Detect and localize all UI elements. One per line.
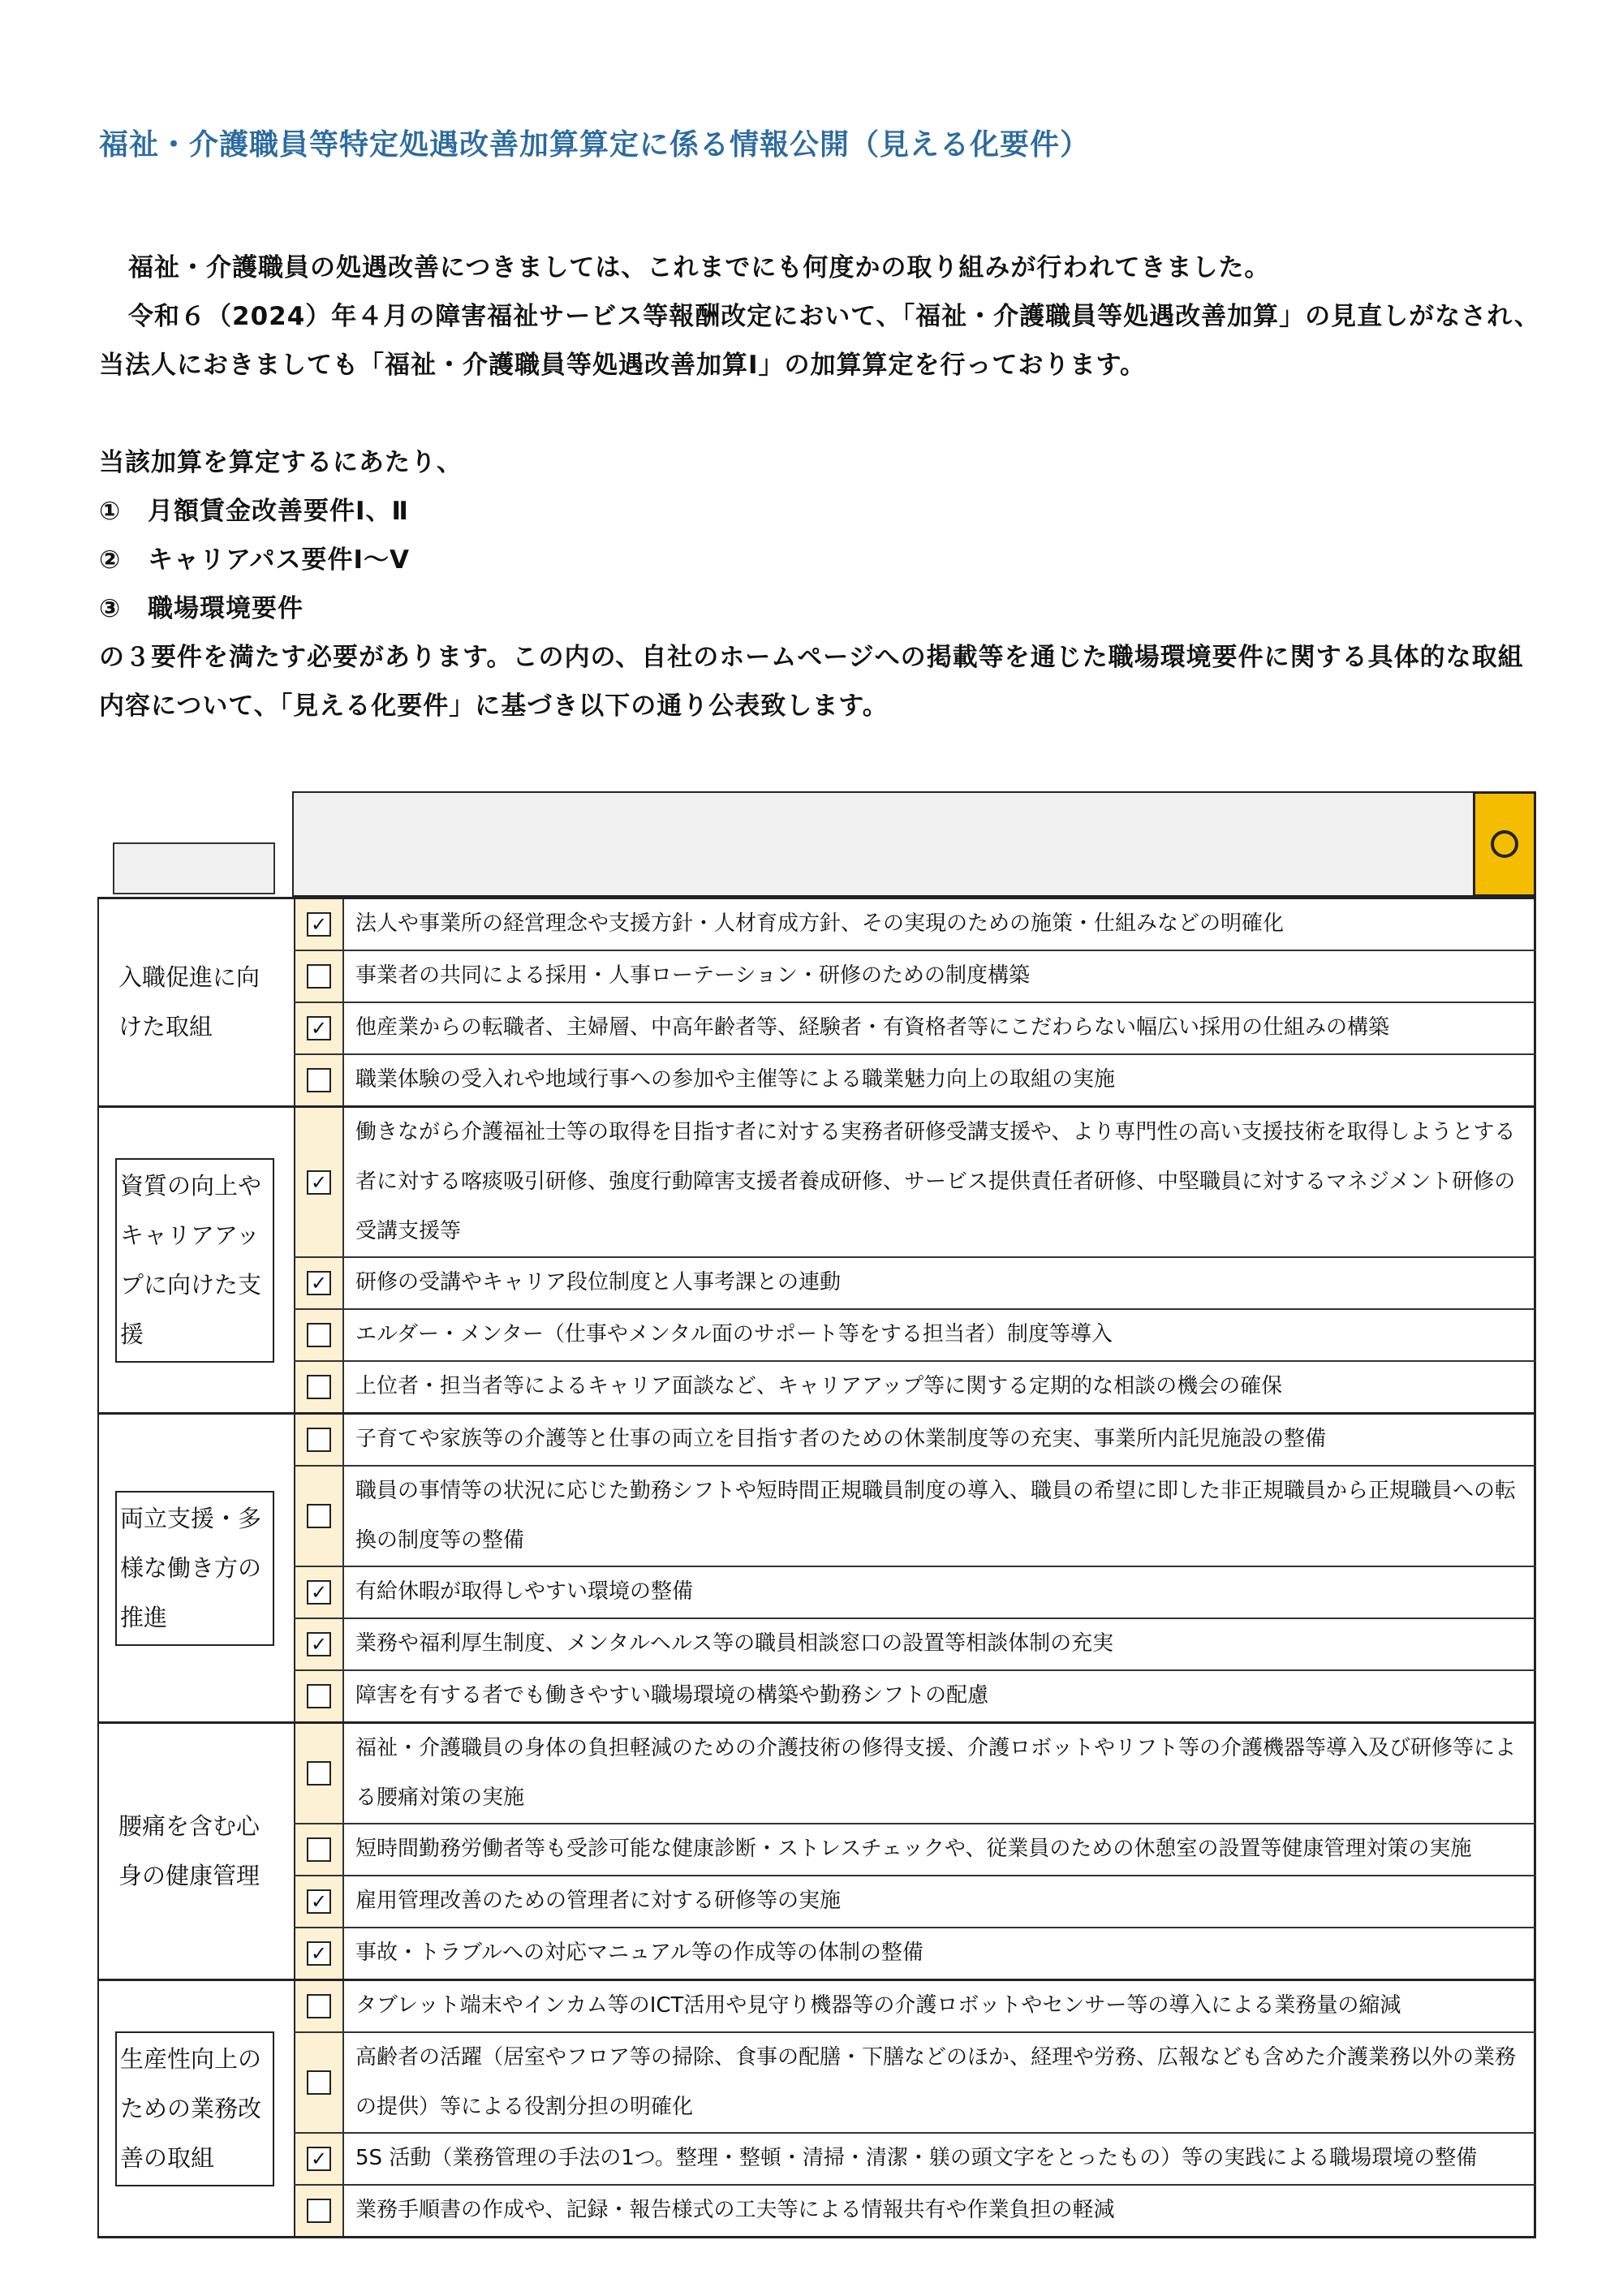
checked-checkbox[interactable]	[307, 1889, 331, 1914]
requirements-table	[97, 897, 1536, 2238]
table-row	[294, 1415, 1536, 1467]
intro-paragraph-1: 福祉・介護職員の処遇改善につきましては、これまでにも何度かの取り組みが行われてきました。	[128, 253, 1271, 282]
row-text: 有給休暇が取得しやすい環境の整備	[344, 1567, 1536, 1618]
unchecked-checkbox[interactable]	[307, 1428, 331, 1452]
table-row	[294, 1108, 1536, 1258]
check-icon: ✓	[310, 913, 328, 936]
table-row	[294, 2134, 1536, 2186]
check-icon: ✓	[310, 1890, 328, 1913]
intro-lead: 当該加算を算定するにあたり、	[99, 448, 463, 477]
checkbox-cell	[294, 899, 344, 950]
requirement-2	[99, 536, 1543, 584]
section-label-cell	[97, 1724, 294, 1979]
check-icon: ✓	[310, 1017, 328, 1040]
checked-checkbox[interactable]	[307, 1170, 331, 1195]
row-text: 子育てや家族等の介護等と仕事の両立を目指す者のための休業制度等の充実、事業所内託児施設の整備	[344, 1415, 1536, 1465]
section-rows	[294, 1724, 1536, 1979]
checkbox-cell	[294, 2033, 344, 2132]
unchecked-checkbox[interactable]	[307, 964, 331, 989]
requirement-1	[99, 487, 1543, 536]
row-text: 働きながら介護福祉士等の取得を目指す者に対する実務者研修受講支援や、より専門性の高い支援技術を取得しようとする者に対する喀痰吸引研修、強度行動障害支援者養成研修、サービス提供責任者研修、中堅職員に対するマネジメント研修の受講支援等	[344, 1108, 1536, 1256]
row-text: 高齢者の活躍（居室やフロア等の掃除、食事の配膳・下膳などのほか、経理や労務、広報なども含めた介護業務以外の業務の提供）等による役割分担の明確化	[344, 2033, 1536, 2132]
section-rows	[294, 1981, 1536, 2236]
unchecked-checkbox[interactable]	[307, 1837, 331, 1862]
checked-checkbox[interactable]	[307, 912, 331, 937]
section-rows	[294, 1108, 1536, 1412]
checkbox-cell	[294, 1824, 344, 1875]
checkbox-cell	[294, 1619, 344, 1669]
checked-checkbox[interactable]	[307, 1580, 331, 1605]
header-blank-box	[292, 791, 1473, 897]
unchecked-checkbox[interactable]	[307, 1684, 331, 1708]
table-row	[294, 1671, 1536, 1721]
intro-paragraph-2: 令和６（2024）年４月の障害福祉サービス等報酬改定において、「福祉・介護職員等処遇改善加算」の見直しがなされ、当法人におきましても「福祉・介護職員等処遇改善加算Ⅰ」の加算算定を行っております。	[99, 302, 1541, 380]
checkbox-cell	[294, 1003, 344, 1053]
table-row	[294, 1928, 1536, 1979]
checkbox-cell	[294, 1928, 344, 1979]
table-row	[294, 1258, 1536, 1310]
table-row	[294, 1567, 1536, 1619]
intro-closing: の３要件を満たす必要があります。この内の、自社のホームページへの掲載等を通じた職場環境要件に関する具体的な取組内容について、「見える化要件」に基づき以下の通り公表致します。	[99, 643, 1524, 721]
section-label-cell	[97, 899, 294, 1105]
row-text: 事故・トラブルへの対応マニュアル等の作成等の体制の整備	[344, 1928, 1536, 1979]
checked-checkbox[interactable]	[307, 1941, 331, 1966]
checkbox-cell	[294, 1415, 344, 1465]
checked-checkbox[interactable]	[307, 1632, 331, 1656]
row-text: 職員の事情等の状況に応じた勤務シフトや短時間正規職員制度の導入、職員の希望に即した非正規職員から正規職員への転換の制度等の整備	[344, 1467, 1536, 1566]
row-text: 短時間勤務労働者等も受診可能な健康診断・ストレスチェックや、従業員のための休憩室の設置等健康管理対策の実施	[344, 1824, 1536, 1875]
unchecked-checkbox[interactable]	[307, 1375, 331, 1399]
check-icon: ✓	[310, 1272, 328, 1294]
unchecked-checkbox[interactable]	[307, 1761, 331, 1786]
requirement-text: 月額賃金改善要件Ⅰ、Ⅱ	[148, 497, 409, 526]
table-section	[97, 1724, 1536, 1981]
checkbox-cell	[294, 2186, 344, 2236]
intro-text	[99, 243, 1543, 730]
table-section	[97, 897, 1536, 1108]
row-text: 職業体験の受入れや地域行事への参加や主催等による職業魅力向上の取組の実施	[344, 1055, 1536, 1105]
table-row	[294, 1003, 1536, 1055]
table-row	[294, 2033, 1536, 2134]
table-row	[294, 1619, 1536, 1671]
checkbox-cell	[294, 1258, 344, 1308]
row-text: 事業者の共同による採用・人事ローテーション・研修のための制度構築	[344, 951, 1536, 1002]
row-text: 障害を有する者でも働きやすい職場環境の構築や勤務シフトの配慮	[344, 1671, 1536, 1721]
unchecked-checkbox[interactable]	[307, 1504, 331, 1528]
table-row	[294, 1362, 1536, 1412]
section-label-cell	[97, 1108, 294, 1412]
section-label-cell	[97, 1981, 294, 2236]
table-section	[97, 1108, 1536, 1415]
unchecked-checkbox[interactable]	[307, 1068, 331, 1092]
section-label: 両立支援・多様な働き方の推進	[115, 1491, 274, 1646]
unchecked-checkbox[interactable]	[307, 2070, 331, 2095]
checked-checkbox[interactable]	[307, 1016, 331, 1040]
check-icon: ✓	[310, 1170, 328, 1194]
requirement-number: ②	[99, 545, 122, 575]
requirement-text: 職場環境要件	[148, 594, 304, 623]
row-text: 業務手順書の作成や、記録・報告様式の工夫等による情報共有や作業負担の軽減	[344, 2186, 1536, 2236]
check-icon: ✓	[310, 1581, 328, 1604]
row-text: 業務や福利厚生制度、メンタルヘルス等の職員相談窓口の設置等相談体制の充実	[344, 1619, 1536, 1669]
table-row	[294, 1876, 1536, 1928]
table-row	[294, 1724, 1536, 1824]
unchecked-checkbox[interactable]	[307, 1323, 331, 1347]
checkbox-cell	[294, 1876, 344, 1927]
section-label: 資質の向上やキャリアアップに向けた支援	[115, 1158, 274, 1363]
header-blank-label-box	[113, 842, 275, 894]
checkbox-cell	[294, 1671, 344, 1721]
checkbox-cell	[294, 1108, 344, 1256]
section-label: 腰痛を含む心身の健康管理	[118, 1812, 260, 1889]
checked-checkbox[interactable]	[307, 2147, 331, 2171]
table-row	[294, 1310, 1536, 1362]
row-text: 法人や事業所の経営理念や支援方針・人材育成方針、その実現のための施策・仕組みなどの明確化	[344, 899, 1536, 950]
table-row	[294, 2186, 1536, 2236]
row-text: エルダー・メンター（仕事やメンタル面のサポート等をする担当者）制度等導入	[344, 1310, 1536, 1360]
table-row	[294, 1055, 1536, 1105]
row-text: 5S 活動（業務管理の手法の1つ。整理・整頓・清掃・清潔・躾の頭文字をとったもの）等の実践による職場環境の整備	[344, 2134, 1536, 2184]
checked-checkbox[interactable]	[307, 1271, 331, 1295]
checkbox-cell	[294, 2134, 344, 2184]
checkbox-cell	[294, 1567, 344, 1618]
checkbox-cell	[294, 1724, 344, 1823]
row-text: タブレット端末やインカム等のICT活用や見守り機器等の介護ロボットやセンサー等の導入による業務量の縮減	[344, 1981, 1536, 2031]
section-label-cell	[97, 1415, 294, 1721]
circle-mark-icon	[1491, 830, 1518, 858]
unchecked-checkbox[interactable]	[307, 2199, 331, 2223]
row-text: 研修の受講やキャリア段位制度と人事考課との連動	[344, 1258, 1536, 1308]
table-row	[294, 1824, 1536, 1876]
section-label: 生産性向上のための業務改善の取組	[115, 2031, 274, 2186]
checkbox-cell	[294, 1055, 344, 1105]
check-icon: ✓	[310, 1633, 328, 1656]
checkbox-cell	[294, 951, 344, 1002]
section-rows	[294, 899, 1536, 1105]
checkbox-cell	[294, 1310, 344, 1360]
row-text: 他産業からの転職者、主婦層、中高年齢者等、経験者・有資格者等にこだわらない幅広い採用の仕組みの構築	[344, 1003, 1536, 1053]
table-row	[294, 1467, 1536, 1567]
row-text: 福祉・介護職員の身体の負担軽減のための介護技術の修得支援、介護ロボットやリフト等の介護機器等導入及び研修等による腰痛対策の実施	[344, 1724, 1536, 1823]
checkbox-cell	[294, 1981, 344, 2031]
section-label: 入職促進に向けた取組	[118, 963, 260, 1040]
row-text: 雇用管理改善のための管理者に対する研修等の実施	[344, 1876, 1536, 1927]
requirement-number: ①	[99, 497, 122, 526]
page-title: 福祉・介護職員等特定処遇改善加算算定に係る情報公開（見える化要件）	[99, 128, 1091, 162]
requirement-text: キャリアパス要件Ⅰ～Ⅴ	[148, 545, 411, 575]
table-section	[97, 1981, 1536, 2238]
requirement-number: ③	[99, 594, 122, 623]
requirement-3	[99, 584, 1543, 633]
table-row	[294, 1981, 1536, 2033]
row-text: 上位者・担当者等によるキャリア面談など、キャリアアップ等に関する定期的な相談の機会の確保	[344, 1362, 1536, 1412]
table-row	[294, 899, 1536, 951]
check-icon: ✓	[310, 2147, 328, 2170]
check-icon: ✓	[310, 1942, 328, 1965]
checkbox-cell	[294, 1467, 344, 1566]
table-section	[97, 1415, 1536, 1724]
section-rows	[294, 1415, 1536, 1721]
table-row	[294, 951, 1536, 1003]
checkbox-cell	[294, 1362, 344, 1412]
header-mark-cell	[1473, 791, 1536, 897]
unchecked-checkbox[interactable]	[307, 1994, 331, 2018]
